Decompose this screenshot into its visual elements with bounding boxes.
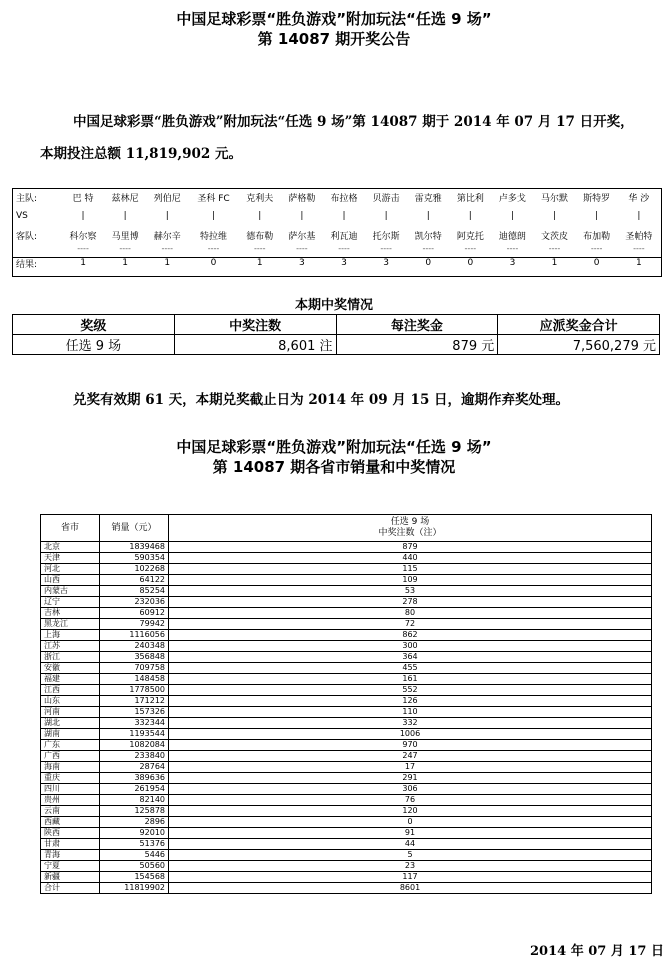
province-row <box>41 630 652 641</box>
prize-table <box>12 314 660 355</box>
page-subtitle: 第 14087 期开奖公告 <box>257 30 411 48</box>
province-winners: 1006 <box>169 729 652 740</box>
prize-level: 任选 9 场 <box>13 335 175 355</box>
province-name: 海南 <box>41 762 100 773</box>
province-sales: 1082084 <box>100 740 169 751</box>
match-result: 1 <box>256 258 263 268</box>
match-away: 科尔察 <box>69 231 97 242</box>
province-row <box>41 729 652 740</box>
province-sales: 233840 <box>100 751 169 762</box>
match-vs-mark: | <box>258 211 262 221</box>
match-away: 赫尔辛 <box>153 231 181 242</box>
province-table <box>40 514 652 894</box>
province-winners: 72 <box>169 619 652 630</box>
province-sales: 2896 <box>100 817 169 828</box>
province-name: 内蒙古 <box>41 586 100 597</box>
match-row-result <box>12 254 660 272</box>
province-name: 青海 <box>41 850 100 861</box>
match-dash: ---- <box>633 244 645 253</box>
match-result: 0 <box>467 258 474 268</box>
province-row <box>41 586 652 597</box>
province-name: 广东 <box>41 740 100 751</box>
province-sales: 51376 <box>100 839 169 850</box>
province-winners: 291 <box>169 773 652 784</box>
province-winners: 76 <box>169 795 652 806</box>
match-vs-mark: | <box>300 211 304 221</box>
province-sales: 11819902 <box>100 883 169 894</box>
province-sales: 50560 <box>100 861 169 872</box>
province-name: 安徽 <box>41 663 100 674</box>
province-name: 河南 <box>41 707 100 718</box>
province-winners: 970 <box>169 740 652 751</box>
match-dash: ---- <box>464 244 477 253</box>
province-row <box>41 696 652 707</box>
province-sales: 261954 <box>100 784 169 795</box>
province-sales: 28764 <box>100 762 169 773</box>
match-home: 马尔默 <box>541 193 569 204</box>
province-row <box>41 663 652 674</box>
province-sales: 389636 <box>100 773 169 784</box>
match-vs-mark: | <box>553 211 557 221</box>
match-vs-mark: | <box>595 211 599 221</box>
prize-header-count: 中奖注数 <box>174 315 336 335</box>
match-home: 华 沙 <box>628 193 650 204</box>
match-home: 贝游击 <box>372 193 400 204</box>
province-winners: 300 <box>169 641 652 652</box>
province-row <box>41 872 652 883</box>
match-result: 0 <box>210 258 217 268</box>
match-away: 凯尔特 <box>414 231 442 242</box>
province-sales: 356848 <box>100 652 169 663</box>
province-sales: 102268 <box>100 564 169 575</box>
match-home: 列伯尼 <box>153 193 181 204</box>
province-sales: 154568 <box>100 872 169 883</box>
province-header-winners-line1: 任选 9 场 <box>390 517 430 527</box>
province-winners: 0 <box>169 817 652 828</box>
province-winners: 115 <box>169 564 652 575</box>
match-home: 第比利 <box>456 193 484 204</box>
match-row-away <box>12 226 660 244</box>
match-dash: ---- <box>296 244 308 253</box>
province-name: 上海 <box>41 630 100 641</box>
province-winners: 53 <box>169 586 652 597</box>
match-away: 利瓦迪 <box>330 231 358 242</box>
footer-date: 2014 年 07 月 17 日 <box>530 944 664 959</box>
match-home: 卢多戈 <box>498 193 526 204</box>
prize-total: 7,560,279 元 <box>498 335 660 355</box>
match-home: 斯特罗 <box>583 193 611 204</box>
province-sales: 1839468 <box>100 542 169 553</box>
province-name: 江苏 <box>41 641 100 652</box>
prize-section-title: 本期中奖情况 <box>294 298 373 313</box>
province-winners: 120 <box>169 806 652 817</box>
province-winners: 455 <box>169 663 652 674</box>
province-name: 吉林 <box>41 608 100 619</box>
province-name: 合计 <box>41 883 100 894</box>
province-row <box>41 883 652 894</box>
province-name: 贵州 <box>41 795 100 806</box>
match-vs-mark: | <box>510 211 514 221</box>
province-sales: 82140 <box>100 795 169 806</box>
match-result: 3 <box>383 258 389 268</box>
province-sales: 148458 <box>100 674 169 685</box>
province-row <box>41 542 652 553</box>
province-name: 甘肃 <box>41 839 100 850</box>
province-name: 辽宁 <box>41 597 100 608</box>
match-away: 迪德朗 <box>498 231 526 242</box>
province-name: 山东 <box>41 696 100 707</box>
province-sales: 85254 <box>100 586 169 597</box>
match-dash: ---- <box>506 244 519 253</box>
province-winners: 552 <box>169 685 652 696</box>
province-name: 陕西 <box>41 828 100 839</box>
match-away: 文茨皮 <box>541 231 569 242</box>
province-sales: 92010 <box>100 828 169 839</box>
match-vs-mark: | <box>637 211 641 221</box>
province-winners: 862 <box>169 630 652 641</box>
province-sales: 125878 <box>100 806 169 817</box>
province-row <box>41 564 652 575</box>
province-winners: 278 <box>169 597 652 608</box>
province-name: 广西 <box>41 751 100 762</box>
match-dash: ---- <box>338 244 350 253</box>
page-title: 中国足球彩票“胜负游戏”附加玩法“任选 9 场” <box>176 10 492 28</box>
province-row <box>41 685 652 696</box>
province-row <box>41 707 652 718</box>
match-row-label-vs: VS <box>16 211 28 221</box>
match-dash: ---- <box>548 244 561 253</box>
match-vs-mark: | <box>123 211 127 221</box>
province-name: 新疆 <box>41 872 100 883</box>
prize-count: 8,601 注 <box>174 335 336 355</box>
prize-per-bet: 879 元 <box>336 335 498 355</box>
province-sales: 64122 <box>100 575 169 586</box>
match-vs-mark: | <box>165 211 169 221</box>
match-dash: ---- <box>254 244 266 253</box>
province-winners: 364 <box>169 652 652 663</box>
province-winners: 161 <box>169 674 652 685</box>
match-result: 0 <box>593 258 600 268</box>
province-row <box>41 784 652 795</box>
validity-text: 兑奖有效期 61 天，本期兑奖截止日为 2014 年 09 月 15 日，逾期作弃奖处理。 <box>73 392 570 408</box>
province-winners: 44 <box>169 839 652 850</box>
prize-header-level: 奖级 <box>13 315 175 335</box>
intro-line2: 本期投注总额 11,819,902 元。 <box>40 146 242 162</box>
match-dash: ---- <box>161 244 174 253</box>
province-name: 河北 <box>41 564 100 575</box>
match-home: 克利夫 <box>246 193 274 204</box>
match-away: 特拉维 <box>200 231 228 242</box>
match-away: 萨尔基 <box>288 231 316 242</box>
province-row <box>41 795 652 806</box>
match-row-label-home: 主队: <box>16 193 38 204</box>
match-dash: ---- <box>380 244 392 253</box>
match-dash: ---- <box>590 244 603 253</box>
match-result: 1 <box>122 258 129 268</box>
match-away: 德布勒 <box>246 231 274 242</box>
province-name: 天津 <box>41 553 100 564</box>
match-row-vs <box>12 206 660 226</box>
match-home: 圣科 FC <box>197 193 230 204</box>
match-away: 布加勒 <box>583 231 611 242</box>
province-winners: 332 <box>169 718 652 729</box>
province-sales: 232036 <box>100 597 169 608</box>
province-sales: 171212 <box>100 696 169 707</box>
match-dash: ---- <box>207 244 220 253</box>
province-row <box>41 762 652 773</box>
match-away: 阿克托 <box>456 231 484 242</box>
match-home: 兹林尼 <box>111 193 139 204</box>
province-section-title: 中国足球彩票“胜负游戏”附加玩法“任选 9 场” <box>176 438 492 456</box>
province-name: 黑龙江 <box>41 619 100 630</box>
match-vs-mark: | <box>468 211 472 221</box>
match-row-label-result: 结果: <box>16 259 38 270</box>
province-winners: 8601 <box>169 883 652 894</box>
match-dash: ---- <box>77 244 89 253</box>
province-row <box>41 751 652 762</box>
match-result: 1 <box>635 258 642 268</box>
province-winners: 17 <box>169 762 652 773</box>
province-name: 北京 <box>41 542 100 553</box>
province-row <box>41 806 652 817</box>
match-away: 圣帕特 <box>625 231 653 242</box>
province-name: 湖南 <box>41 729 100 740</box>
province-header-winners-line2: 中奖注数（注） <box>378 528 442 538</box>
match-result: 1 <box>80 258 86 268</box>
match-away: 托尔斯 <box>372 231 400 242</box>
province-name: 湖北 <box>41 718 100 729</box>
match-home: 雷克雅 <box>414 193 442 204</box>
match-table <box>12 188 660 272</box>
province-winners: 440 <box>169 553 652 564</box>
match-row-dash <box>12 244 660 254</box>
province-header-winners <box>169 515 652 542</box>
prize-header-per-bet: 每注奖金 <box>336 315 498 335</box>
province-row <box>41 575 652 586</box>
match-home: 萨格勒 <box>288 193 316 204</box>
province-name: 江西 <box>41 685 100 696</box>
province-row <box>41 553 652 564</box>
province-winners: 110 <box>169 707 652 718</box>
province-row <box>41 773 652 784</box>
province-row <box>41 641 652 652</box>
province-header-name: 省市 <box>41 515 100 542</box>
province-winners: 126 <box>169 696 652 707</box>
province-name: 浙江 <box>41 652 100 663</box>
match-dash: ---- <box>119 244 131 253</box>
province-sales: 157326 <box>100 707 169 718</box>
province-sales: 79942 <box>100 619 169 630</box>
province-sales: 60912 <box>100 608 169 619</box>
province-winners: 117 <box>169 872 652 883</box>
match-away: 马里博 <box>111 231 139 242</box>
province-sales: 590354 <box>100 553 169 564</box>
match-result: 0 <box>425 258 432 268</box>
intro-line1: 中国足球彩票“胜负游戏”附加玩法“任选 9 场”第 14087 期于 2014 年 07 月 17 日开奖， <box>73 114 634 130</box>
province-name: 四川 <box>41 784 100 795</box>
province-header-sales: 销量（元） <box>100 515 169 542</box>
match-result: 1 <box>551 258 558 268</box>
province-row <box>41 839 652 850</box>
province-sales: 332344 <box>100 718 169 729</box>
province-winners: 306 <box>169 784 652 795</box>
match-result: 3 <box>299 258 305 268</box>
match-home: 巴 特 <box>72 193 94 204</box>
match-row-home <box>12 188 660 206</box>
province-row <box>41 597 652 608</box>
province-sales: 1116056 <box>100 630 169 641</box>
province-name: 山西 <box>41 575 100 586</box>
province-name: 重庆 <box>41 773 100 784</box>
match-vs-mark: | <box>426 211 430 221</box>
province-row <box>41 718 652 729</box>
province-row <box>41 850 652 861</box>
match-result: 1 <box>164 258 171 268</box>
province-name: 福建 <box>41 674 100 685</box>
province-winners: 247 <box>169 751 652 762</box>
province-row <box>41 608 652 619</box>
province-row <box>41 817 652 828</box>
match-row-label-dash <box>12 244 62 254</box>
province-name: 云南 <box>41 806 100 817</box>
match-home: 布拉格 <box>330 193 358 204</box>
province-section-subtitle: 第 14087 期各省市销量和中奖情况 <box>212 458 456 476</box>
province-winners: 5 <box>169 850 652 861</box>
province-winners: 91 <box>169 828 652 839</box>
province-sales: 709758 <box>100 663 169 674</box>
province-winners: 879 <box>169 542 652 553</box>
province-row <box>41 828 652 839</box>
match-result: 3 <box>341 258 347 268</box>
match-dash: ---- <box>422 244 434 253</box>
province-name: 宁夏 <box>41 861 100 872</box>
province-sales: 5446 <box>100 850 169 861</box>
match-row-label-away: 客队: <box>16 231 38 242</box>
match-vs-mark: | <box>81 211 85 221</box>
province-winners: 23 <box>169 861 652 872</box>
prize-header-total: 应派奖金合计 <box>498 315 660 335</box>
province-row <box>41 652 652 663</box>
match-vs-mark: | <box>342 211 346 221</box>
province-sales: 1193544 <box>100 729 169 740</box>
province-row <box>41 619 652 630</box>
province-winners: 80 <box>169 608 652 619</box>
match-vs-mark: | <box>212 211 216 221</box>
match-vs-mark: | <box>384 211 388 221</box>
province-row <box>41 740 652 751</box>
province-name: 西藏 <box>41 817 100 828</box>
province-winners: 109 <box>169 575 652 586</box>
province-row <box>41 674 652 685</box>
province-sales: 1778500 <box>100 685 169 696</box>
match-result: 3 <box>509 258 516 268</box>
province-row <box>41 861 652 872</box>
province-sales: 240348 <box>100 641 169 652</box>
